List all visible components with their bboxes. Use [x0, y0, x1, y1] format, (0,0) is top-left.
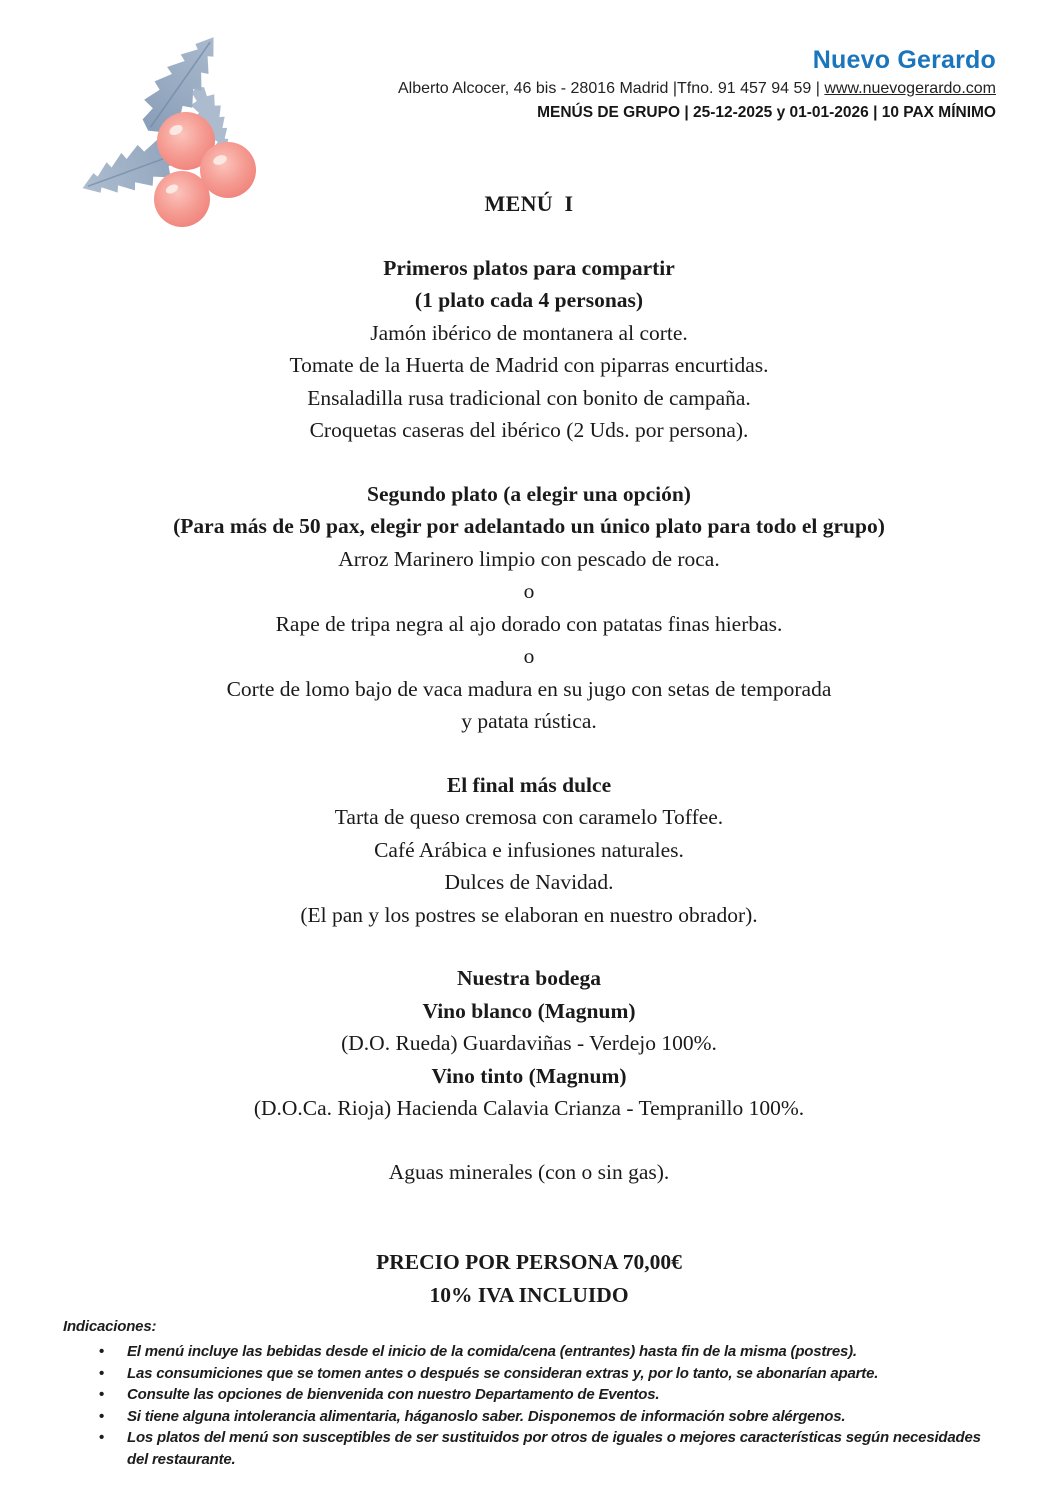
menu-item-line: (D.O.Ca. Rioja) Hacienda Calavia Crianza - Tempranillo 100%. [253, 1096, 805, 1120]
menu-item-line: y patata rústica. [461, 709, 597, 733]
menu-heading-line: Segundo plato (a elegir una opción) [367, 481, 691, 506]
menu-item-line: Corte de lomo bajo de vaca madura en su jugo con setas de temporada [226, 676, 832, 701]
indication-bullet: • El menú incluye las bebidas desde el inicio de la comida/cena (entrantes) hasta fin de la misma (postres). [127, 1341, 1002, 1363]
menu-heading-line: El final más dulce [446, 772, 612, 797]
menu-title: MENÚ I [484, 191, 574, 216]
menu-item-line: Tomate de la Huerta de Madrid con piparras encurtidas. [289, 353, 769, 377]
address-line [398, 78, 996, 100]
header [398, 45, 996, 124]
indication-bullet: • Consulte las opciones de bienvenida con nuestro Departamento de Eventos. [127, 1384, 1002, 1406]
menu-heading-line: Primeros platos para compartir [383, 255, 675, 280]
menu-item-line: (El pan y los postres se elaboran en nuestro obrador). [300, 902, 758, 927]
indication-bullet: • Si tiene alguna intolerancia alimentaria, háganoslo saber. Disponemos de información sobre alérgenos. [127, 1406, 1002, 1428]
menu-item-line: Croquetas caseras del ibérico (2 Uds. por persona). [309, 418, 749, 442]
menu-item-line: Rape de tripa negra al ajo dorado con patatas finas hierbas. [275, 611, 783, 636]
menu-heading-line: 10% IVA INCLUIDO [429, 1282, 629, 1307]
menu-section-postres [0, 769, 1058, 932]
menu-heading-line: Vino tinto (Magnum) [431, 1063, 627, 1088]
menu-section-bodega [0, 962, 1058, 1125]
menu-heading-line: (1 plato cada 4 personas) [414, 288, 644, 312]
menu-body [0, 188, 1058, 1311]
menu-heading-line: (Para más de 50 pax, elegir por adelantado un único plato para todo el grupo) [173, 514, 885, 538]
menu-heading-line: PRECIO POR PERSONA 70,00€ [376, 1250, 682, 1274]
footer-bullets [63, 1341, 1002, 1471]
menu-item-line: Jamón ibérico de montanera al corte. [370, 320, 688, 345]
menu-heading-line: Nuestra bodega [457, 966, 601, 990]
menu-section-primeros [0, 252, 1058, 447]
group-menu-info: MENÚS DE GRUPO | 25-12-2025 y 01-01-2026 | 10 PAX MÍNIMO [537, 104, 996, 121]
menu-sections [0, 252, 1058, 1312]
menu-item-line: Tarta de queso cremosa con caramelo Toffee. [334, 805, 724, 829]
menu-item-line: Ensaladilla rusa tradicional con bonito de campaña. [307, 385, 751, 410]
indications-heading: Indicaciones: [63, 1318, 157, 1335]
menu-section-precio [0, 1246, 1058, 1311]
indication-bullet: • Los platos del menú son susceptibles de ser sustituidos por otros de iguales o mejores características según necesidades del restaurante. [127, 1427, 1002, 1470]
indications [63, 1316, 1002, 1471]
menu-item-line: Aguas minerales (con o sin gas). [388, 1159, 670, 1184]
menu-section-aguas [0, 1156, 1058, 1189]
menu-item-line: o [523, 644, 535, 668]
menu-item-line: Café Arábica e infusiones naturales. [374, 837, 684, 862]
menu-item-line: (D.O. Rueda) Guardaviñas - Verdejo 100%. [341, 1031, 717, 1055]
indication-bullet: • Las consumiciones que se tomen antes o después se consideran extras y, por lo tanto, se abonarían aparte. [127, 1363, 1002, 1385]
address-text: Alberto Alcocer, 46 bis - 28016 Madrid |Tfno. 91 457 94 59 | [398, 80, 825, 97]
menu-section-segundo [0, 478, 1058, 738]
menu-item-line: Dulces de Navidad. [444, 870, 614, 894]
restaurant-name: Nuevo Gerardo [812, 46, 996, 74]
website-link[interactable]: www.nuevogerardo.com [824, 80, 996, 97]
menu-item-line: Arroz Marinero limpio con pescado de roca. [338, 546, 720, 571]
menu-heading-line: Vino blanco (Magnum) [422, 998, 636, 1023]
menu-item-line: o [523, 579, 535, 603]
